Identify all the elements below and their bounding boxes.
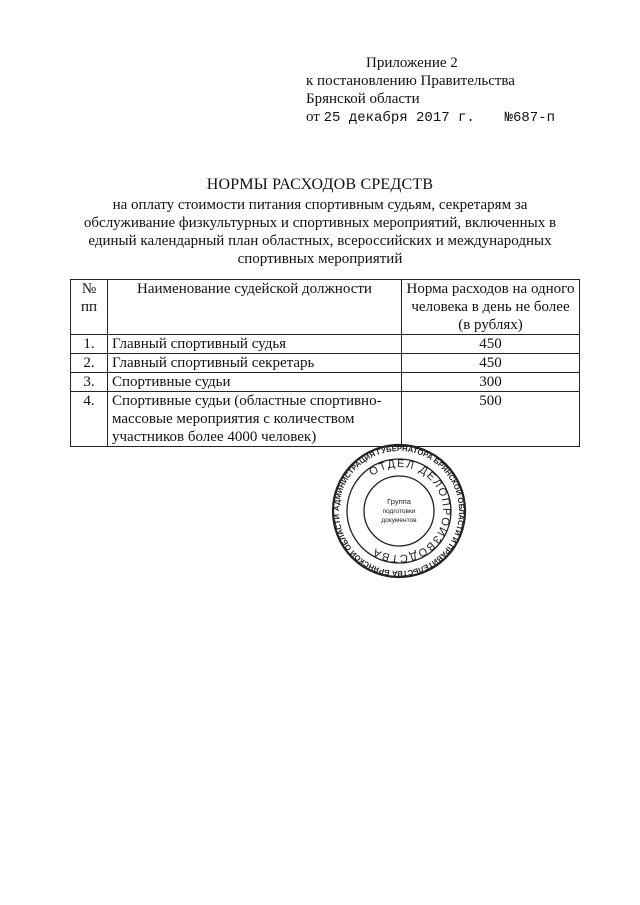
annex-date-line: [306, 108, 555, 127]
row-value: 450: [402, 354, 580, 373]
table-header-row: [71, 280, 580, 335]
row-number: 1.: [71, 335, 108, 354]
document-title-block: [60, 176, 580, 268]
header-number: [71, 280, 108, 335]
row-position: Спортивные судьи: [108, 373, 402, 392]
header-norm-line: человека в день не более: [411, 299, 570, 315]
document-subtitle-line: единый календарный план областных, всероссийских и международных: [88, 233, 552, 249]
header-number-line: №: [81, 281, 97, 297]
row-value: 300: [402, 373, 580, 392]
row-position-line: массовые мероприятия с количеством: [112, 411, 355, 427]
row-position: [108, 392, 402, 447]
official-stamp: [331, 443, 467, 579]
header-name-text: Наименование судейской должности: [137, 281, 372, 297]
norms-table: [70, 279, 580, 447]
stamp-ring-text: ОТДЕЛ ДЕЛОПРОИЗВОДСТВА: [367, 457, 453, 565]
stamp-center-line: подготовки: [382, 508, 416, 515]
table-row: [71, 335, 580, 354]
row-position-line: участников более 4000 человек): [112, 429, 317, 445]
stamp-center-line: документов: [381, 517, 417, 524]
row-number: 2.: [71, 354, 108, 373]
header-name: [108, 280, 402, 335]
header-norm: [402, 280, 580, 335]
document-title: НОРМЫ РАСХОДОВ СРЕДСТВ: [206, 176, 434, 193]
table-row: [71, 392, 580, 447]
annex-title: Приложение 2: [366, 55, 458, 71]
annex-region: Брянской области: [306, 91, 420, 107]
header-norm-line: (в рублях): [458, 317, 523, 333]
row-number: 4.: [71, 392, 108, 447]
row-number: 3.: [71, 373, 108, 392]
table-row: [71, 354, 580, 373]
row-value: 500: [402, 392, 580, 447]
annex-header: [306, 54, 555, 127]
annex-date-prefix: от: [306, 109, 320, 125]
row-position: Главный спортивный секретарь: [108, 354, 402, 373]
row-position: Главный спортивный судья: [108, 335, 402, 354]
stamp-center-line: Группа: [387, 497, 411, 506]
header-number-line: пп: [80, 299, 98, 315]
document-subtitle-line: спортивных мероприятий: [237, 251, 403, 267]
annex-reference: к постановлению Правительства: [306, 73, 515, 89]
stamp-outer-text: АДМИНИСТРАЦИЯ ГУБЕРНАТОРА БРЯНСКОЙ ОБЛАСТИ И ПРАВИТЕЛЬСТВА БРЯНСКОЙ ОБЛАСТИ: [331, 443, 467, 579]
annex-date: 25 декабря 2017 г.: [323, 110, 475, 126]
row-value: 450: [402, 335, 580, 354]
table-row: [71, 373, 580, 392]
document-subtitle-line: на оплату стоимости питания спортивным судьям, секретарям за: [112, 197, 528, 213]
annex-number: №687-п: [504, 110, 556, 126]
header-norm-line: Норма расходов на одного: [406, 281, 575, 297]
row-position-line: Спортивные судьи (областные спортивно-: [112, 393, 382, 409]
document-subtitle-line: обслуживание физкультурных и спортивных мероприятий, включенных в: [83, 215, 557, 231]
